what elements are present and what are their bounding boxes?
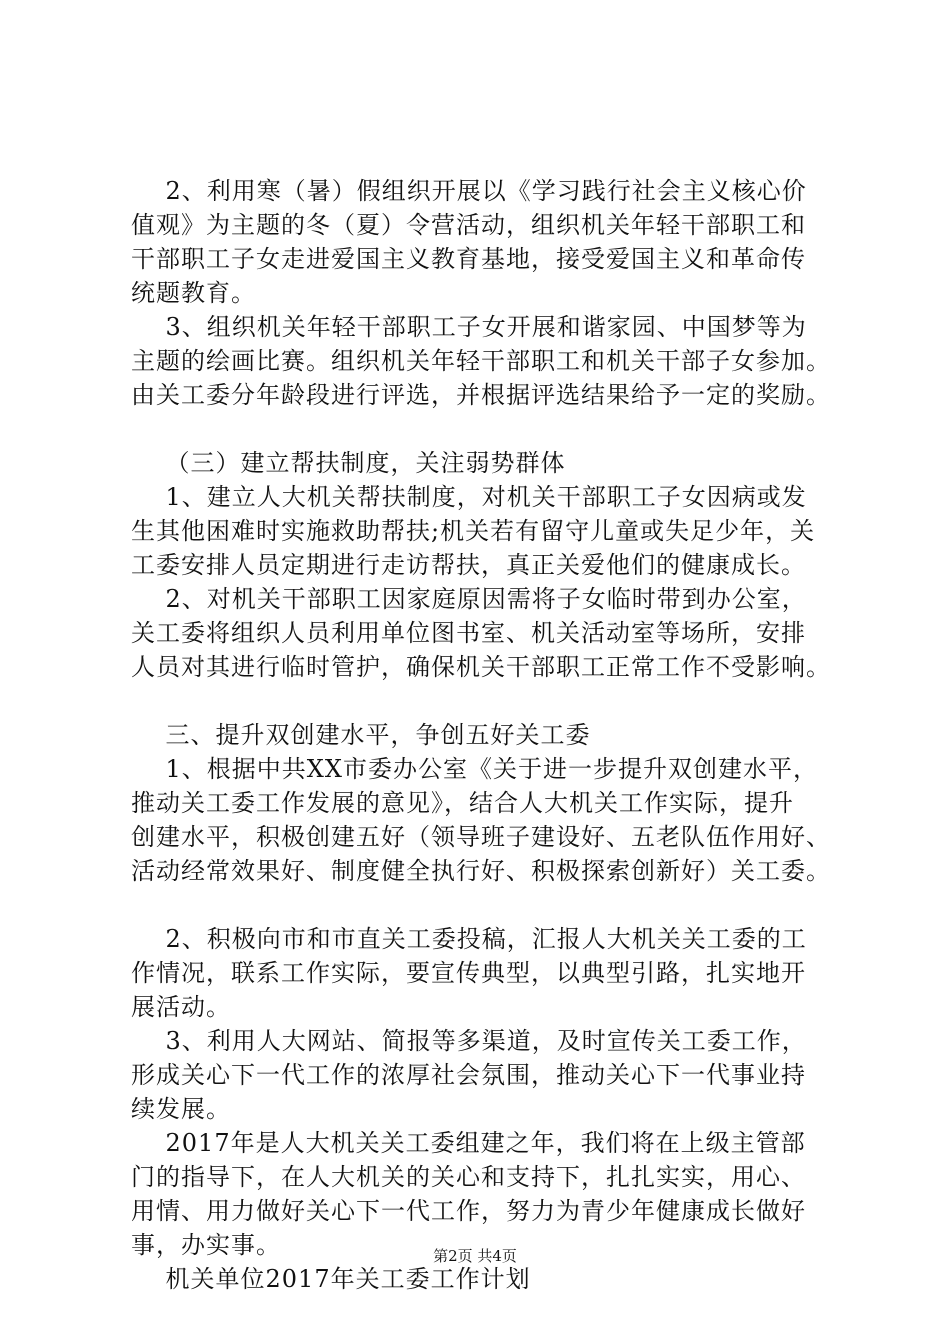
- text-line: 1、建立人大机关帮扶制度，对机关干部职工子女因病或发: [131, 483, 807, 511]
- document-body: [131, 174, 861, 1296]
- text-line: 人员对其进行临时管护，确保机关干部职工正常工作不受影响。: [131, 653, 831, 681]
- text-line: 续发展。: [131, 1095, 231, 1123]
- text-line: 1、根据中共XX市委办公室《关于进一步提升双创建水平，: [131, 755, 818, 783]
- page-footer: 第2页 共4页: [433, 1247, 517, 1265]
- text-line: 值观》为主题的冬（夏）令营活动，组织机关年轻干部职工和: [131, 211, 806, 239]
- text-line: 3、利用人大网站、简报等多渠道，及时宣传关工委工作，: [131, 1027, 807, 1055]
- text-line: 主题的绘画比赛。组织机关年轻干部职工和机关干部子女参加。: [131, 347, 831, 375]
- blank-line: [131, 888, 861, 922]
- text-line: 2、利用寒（暑）假组织开展以《学习践行社会主义核心价: [131, 177, 807, 205]
- text-line: 3、组织机关年轻干部职工子女开展和谐家园、中国梦等为: [131, 313, 807, 341]
- text-line: 生其他困难时实施救助帮扶;机关若有留守儿童或失足少年，关: [131, 517, 816, 545]
- text-line: 2017年是人大机关关工委组建之年，我们将在上级主管部: [131, 1129, 806, 1157]
- blank-line: [131, 412, 861, 446]
- text-line: （三）建立帮扶制度，关注弱势群体: [131, 449, 566, 477]
- text-line: 用情、用力做好关心下一代工作，努力为青少年健康成长做好: [131, 1197, 806, 1225]
- text-line: 2、积极向市和市直关工委投稿，汇报人大机关关工委的工: [131, 925, 807, 953]
- text-line: 门的指导下，在人大机关的关心和支持下，扎扎实实，用心、: [131, 1163, 806, 1191]
- text-line: 干部职工子女走进爱国主义教育基地，接受爱国主义和革命传: [131, 245, 806, 273]
- blank-line: [131, 684, 861, 718]
- text-line: 统题教育。: [131, 279, 256, 307]
- text-line: 机关单位2017年关工委工作计划: [131, 1265, 531, 1293]
- text-line: 展活动。: [131, 993, 231, 1021]
- text-line: 事，办实事。: [131, 1231, 281, 1259]
- text-line: 形成关心下一代工作的浓厚社会氛围，推动关心下一代事业持: [131, 1061, 806, 1089]
- text-line: 三、提升双创建水平，争创五好关工委: [131, 721, 591, 749]
- text-line: 推动关工委工作发展的意见》，结合人大机关工作实际，提升: [131, 789, 794, 817]
- text-line: 由关工委分年龄段进行评选，并根据评选结果给予一定的奖励。: [131, 381, 831, 409]
- text-line: 创建水平，积极创建五好（领导班子建设好、五老队伍作用好、: [131, 823, 831, 851]
- text-line: 工委安排人员定期进行走访帮扶，真正关爱他们的健康成长。: [131, 551, 806, 579]
- text-line: 2、对机关干部职工因家庭原因需将子女临时带到办公室，: [131, 585, 807, 613]
- text-line: 作情况，联系工作实际，要宣传典型，以典型引路，扎实地开: [131, 959, 806, 987]
- text-line: 关工委将组织人员利用单位图书室、机关活动室等场所，安排: [131, 619, 806, 647]
- text-line: 活动经常效果好、制度健全执行好、积极探索创新好）关工委。: [131, 857, 831, 885]
